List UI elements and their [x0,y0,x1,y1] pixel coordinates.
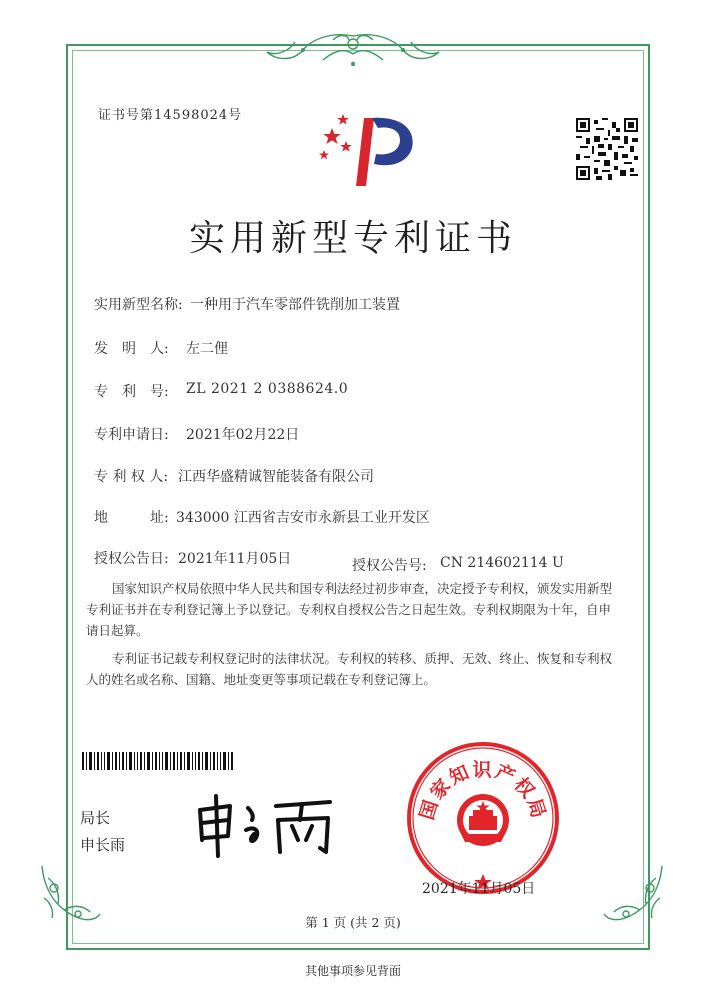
patentee-label: 专 利 权 人: [94,469,169,485]
patentee-name: 江西华盛精诚智能装备有限公司 [178,469,374,485]
qr-code [576,118,638,180]
grant-statement-paragraph: 国家知识产权局依照中华人民共和国专利法经过初步审查，决定授予专利权，颁发实用新型专利证书并在专利登记簿上予以登记。专利权自授权公告之日起生效。专利权期限为十年，自申请日起算。 [86,581,613,638]
filing-date-label: 专利申请日: [94,427,169,443]
barcode [82,752,234,770]
grant-date: 2021年11月05日 [178,551,292,567]
signatory-name: 申长雨 [80,836,126,854]
footer-note: 其他事项参见背面 [304,964,401,978]
utility-model-name: 一种用于汽车零部件铣削加工装置 [190,297,400,313]
patent-number-label: 专 利 号: [94,384,169,400]
inventor-label: 发 明 人: [94,341,169,357]
seal-date: 2021年11月05日 [422,881,536,897]
certificate-title: 实用新型专利证书 [188,218,517,259]
inventor-name: 左二俚 [186,341,228,357]
top-ornament [263,30,443,72]
handwritten-signature [190,790,340,860]
page-number: 第 1 页 (共 2 页) [305,915,401,930]
signatory-title: 局长 [80,809,111,827]
seal-text: 国家知识产权局 [415,759,551,823]
patent-number: ZL 2021 2 0388624.0 [186,381,349,397]
address-label-1: 地 [94,510,108,526]
certificate-number: 证书号第14598024号 [98,108,243,123]
address: 343000 江西省吉安市永新县工业开发区 [176,510,430,526]
official-seal [405,740,561,896]
cnipa-logo-icon [312,108,422,190]
legal-status-paragraph: 专利证书记载专利权登记时的法律状况。专利权的转移、质押、无效、终止、恢复和专利权人的姓名或名称、国籍、地址变更等事项记载在专利登记簿上。 [86,651,613,687]
grant-number: CN 214602114 U [440,555,564,571]
grant-number-label: 授权公告号: [352,558,427,574]
grant-date-label: 授权公告日: [94,551,169,567]
address-label-2: 址: [150,510,169,526]
filing-date: 2021年02月22日 [186,427,300,443]
name-label: 实用新型名称: [94,297,183,313]
